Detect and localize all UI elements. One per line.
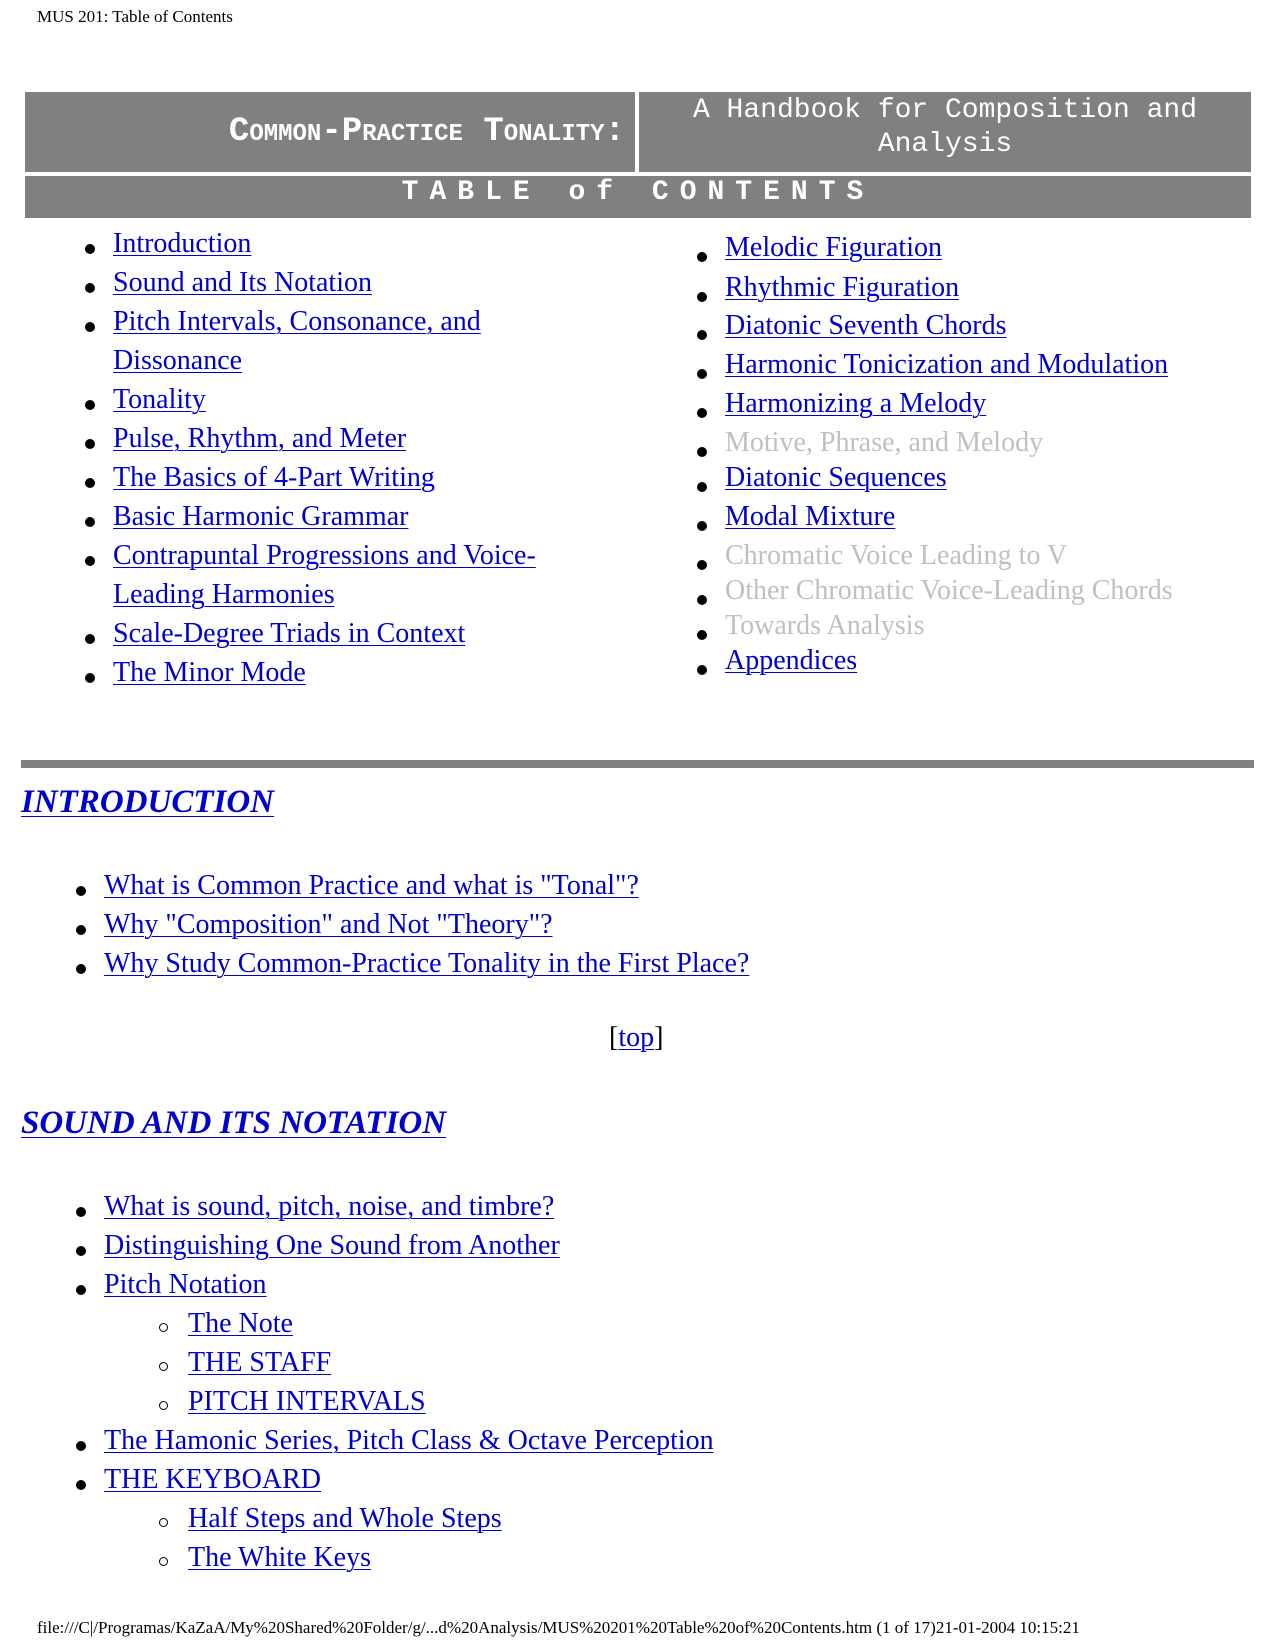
- toc-link-sound[interactable]: Sound and Its Notation: [113, 267, 372, 298]
- toc-left-column: [113, 224, 583, 692]
- toc-item: [725, 501, 1245, 540]
- print-header: MUS 201: Table of Contents: [37, 7, 233, 26]
- toc-item: [725, 310, 1245, 349]
- bullet-icon: [76, 925, 86, 935]
- bullet-icon: [76, 886, 86, 896]
- handbook-title: [25, 92, 635, 172]
- list-item: [104, 1187, 714, 1226]
- handbook-title-text: Common-Practice Tonality:: [228, 113, 625, 151]
- sound-link-harmonic-series[interactable]: The Hamonic Series, Pitch Class & Octave Perception: [104, 1425, 714, 1456]
- toc-item: [113, 536, 583, 614]
- pitch-notation-sublist: [104, 1304, 714, 1421]
- list-item: [104, 1265, 714, 1421]
- toc-item: [725, 610, 1245, 645]
- toc-item: [725, 388, 1245, 427]
- bullet-icon: [697, 482, 707, 492]
- bullet-icon: [697, 521, 707, 531]
- sub-list-item: [188, 1304, 714, 1343]
- bullet-icon: [76, 1246, 86, 1256]
- toc-item: [725, 232, 1245, 272]
- bracket-open: [: [609, 1022, 619, 1053]
- circle-bullet-icon: [159, 1323, 168, 1332]
- bullet-icon: [697, 595, 707, 605]
- introduction-title-link[interactable]: INTRODUCTION: [21, 784, 275, 820]
- list-item: [104, 1421, 714, 1460]
- bullet-icon: [697, 408, 707, 418]
- bullet-icon: [85, 517, 95, 527]
- toc-item: [725, 272, 1245, 310]
- sub-link-the-staff[interactable]: THE STAFF: [188, 1347, 332, 1378]
- toc-link-tonicization[interactable]: Harmonic Tonicization and Modulation: [725, 349, 1169, 380]
- toc-item-motive-phrase: Motive, Phrase, and Melody: [725, 427, 1044, 458]
- bullet-icon: [85, 673, 95, 683]
- section-divider: [21, 760, 1254, 768]
- toc-item: [725, 645, 1245, 684]
- bullet-icon: [697, 330, 707, 340]
- intro-link-why-study[interactable]: Why Study Common-Practice Tonality in the First Place?: [104, 948, 750, 979]
- bullet-icon: [85, 283, 95, 293]
- bullet-icon: [85, 400, 95, 410]
- toc-item: [725, 575, 1245, 610]
- toc-item: [113, 380, 583, 419]
- list-item: [104, 866, 749, 905]
- bullet-icon: [85, 556, 95, 566]
- intro-link-composition[interactable]: Why "Composition" and Not "Theory"?: [104, 909, 553, 940]
- bullet-icon: [697, 252, 707, 262]
- toc-link-four-part[interactable]: The Basics of 4-Part Writing: [113, 462, 435, 493]
- toc-item-chromatic-to-v: Chromatic Voice Leading to V: [725, 540, 1068, 571]
- toc-link-sequences[interactable]: Diatonic Sequences: [725, 462, 947, 493]
- bullet-icon: [85, 478, 95, 488]
- sub-link-the-note[interactable]: The Note: [188, 1308, 293, 1339]
- toc-item: [113, 263, 583, 302]
- toc-link-contrapuntal[interactable]: Contrapuntal Progressions and Voice-Leading Harmonies: [113, 540, 536, 610]
- bullet-icon: [85, 244, 95, 254]
- toc-link-modal-mixture[interactable]: Modal Mixture: [725, 501, 896, 532]
- sound-list: [104, 1187, 714, 1577]
- list-item: [104, 905, 749, 944]
- sub-link-pitch-intervals[interactable]: PITCH INTERVALS: [188, 1386, 426, 1417]
- sound-title-link[interactable]: SOUND AND ITS NOTATION: [21, 1105, 447, 1141]
- print-footer: file:///C|/Programas/KaZaA/My%20Shared%20Folder/g/...d%20Analysis/MUS%20201%20Table%20of%20Contents.htm (1 of 17)21-01-2004 10:15:21: [37, 1618, 1080, 1637]
- keyboard-sublist: [104, 1499, 714, 1577]
- sub-list-item: [188, 1343, 714, 1382]
- sound-link-pitch-notation[interactable]: Pitch Notation: [104, 1269, 267, 1300]
- toc-link-pulse-rhythm[interactable]: Pulse, Rhythm, and Meter: [113, 423, 407, 454]
- circle-bullet-icon: [159, 1557, 168, 1566]
- bullet-icon: [76, 1480, 86, 1490]
- top-link[interactable]: top: [618, 1022, 655, 1053]
- bullet-icon: [697, 369, 707, 379]
- circle-bullet-icon: [159, 1518, 168, 1527]
- list-item: [104, 944, 749, 983]
- toc-link-tonality[interactable]: Tonality: [113, 384, 206, 415]
- toc-item: [113, 302, 583, 380]
- toc-item-other-chromatic: Other Chromatic Voice-Leading Chords: [725, 575, 1173, 606]
- toc-link-seventh-chords[interactable]: Diatonic Seventh Chords: [725, 310, 1007, 341]
- bullet-icon: [697, 630, 707, 640]
- sub-list-item: [188, 1499, 714, 1538]
- circle-bullet-icon: [159, 1362, 168, 1371]
- bullet-icon: [697, 665, 707, 675]
- bullet-icon: [697, 292, 707, 302]
- sound-heading: [21, 1105, 446, 1142]
- bracket-close: ]: [654, 1022, 664, 1053]
- back-to-top: [609, 1022, 663, 1054]
- introduction-list: [104, 866, 749, 983]
- list-item: [104, 1226, 714, 1265]
- toc-item: [113, 497, 583, 536]
- toc-link-harmonic-grammar[interactable]: Basic Harmonic Grammar: [113, 501, 409, 532]
- circle-bullet-icon: [159, 1401, 168, 1410]
- sound-link-distinguishing[interactable]: Distinguishing One Sound from Another: [104, 1230, 560, 1261]
- toc-link-appendices[interactable]: Appendices: [725, 645, 858, 676]
- toc-item: [725, 349, 1245, 388]
- bullet-icon: [76, 1441, 86, 1451]
- toc-link-introduction[interactable]: Introduction: [113, 228, 252, 259]
- toc-item: [725, 462, 1245, 501]
- toc-link-melodic-figuration[interactable]: Melodic Figuration: [725, 232, 942, 263]
- sub-link-white-keys[interactable]: The White Keys: [188, 1542, 371, 1573]
- toc-item: [113, 419, 583, 458]
- toc-item: [113, 224, 583, 263]
- toc-link-rhythmic-figuration[interactable]: Rhythmic Figuration: [725, 272, 960, 303]
- handbook-subtitle: A Handbook for Composition and Analysis: [639, 92, 1251, 172]
- toc-link-harmonizing[interactable]: Harmonizing a Melody: [725, 388, 987, 419]
- sub-link-half-whole-steps[interactable]: Half Steps and Whole Steps: [188, 1503, 502, 1534]
- intro-link-common-practice[interactable]: What is Common Practice and what is "Tonal"?: [104, 870, 639, 901]
- bullet-icon: [697, 560, 707, 570]
- bullet-icon: [85, 634, 95, 644]
- toc-item: [113, 653, 583, 692]
- introduction-heading: [21, 784, 274, 821]
- bullet-icon: [76, 964, 86, 974]
- toc-item: [113, 458, 583, 497]
- toc-item: [725, 427, 1245, 462]
- toc-link-scale-degree[interactable]: Scale-Degree Triads in Context: [113, 618, 466, 649]
- sub-list-item: [188, 1538, 714, 1577]
- toc-item: [113, 614, 583, 653]
- title-banner: [25, 92, 1251, 218]
- toc-item-towards-analysis: Towards Analysis: [725, 610, 925, 641]
- sound-link-what-is-sound[interactable]: What is sound, pitch, noise, and timbre?: [104, 1191, 555, 1222]
- list-item: [104, 1460, 714, 1577]
- bullet-icon: [85, 322, 95, 332]
- sub-list-item: [188, 1382, 714, 1421]
- bullet-icon: [76, 1285, 86, 1295]
- bullet-icon: [697, 447, 707, 457]
- bullet-icon: [85, 439, 95, 449]
- sound-link-keyboard[interactable]: THE KEYBOARD: [104, 1464, 321, 1495]
- toc-right-column: [725, 232, 1245, 684]
- toc-heading: TABLE of CONTENTS: [25, 176, 1251, 218]
- toc-link-pitch-intervals[interactable]: Pitch Intervals, Consonance, and Dissonance: [113, 306, 481, 376]
- toc-link-minor-mode[interactable]: The Minor Mode: [113, 657, 306, 688]
- bullet-icon: [76, 1207, 86, 1217]
- toc-item: [725, 540, 1245, 575]
